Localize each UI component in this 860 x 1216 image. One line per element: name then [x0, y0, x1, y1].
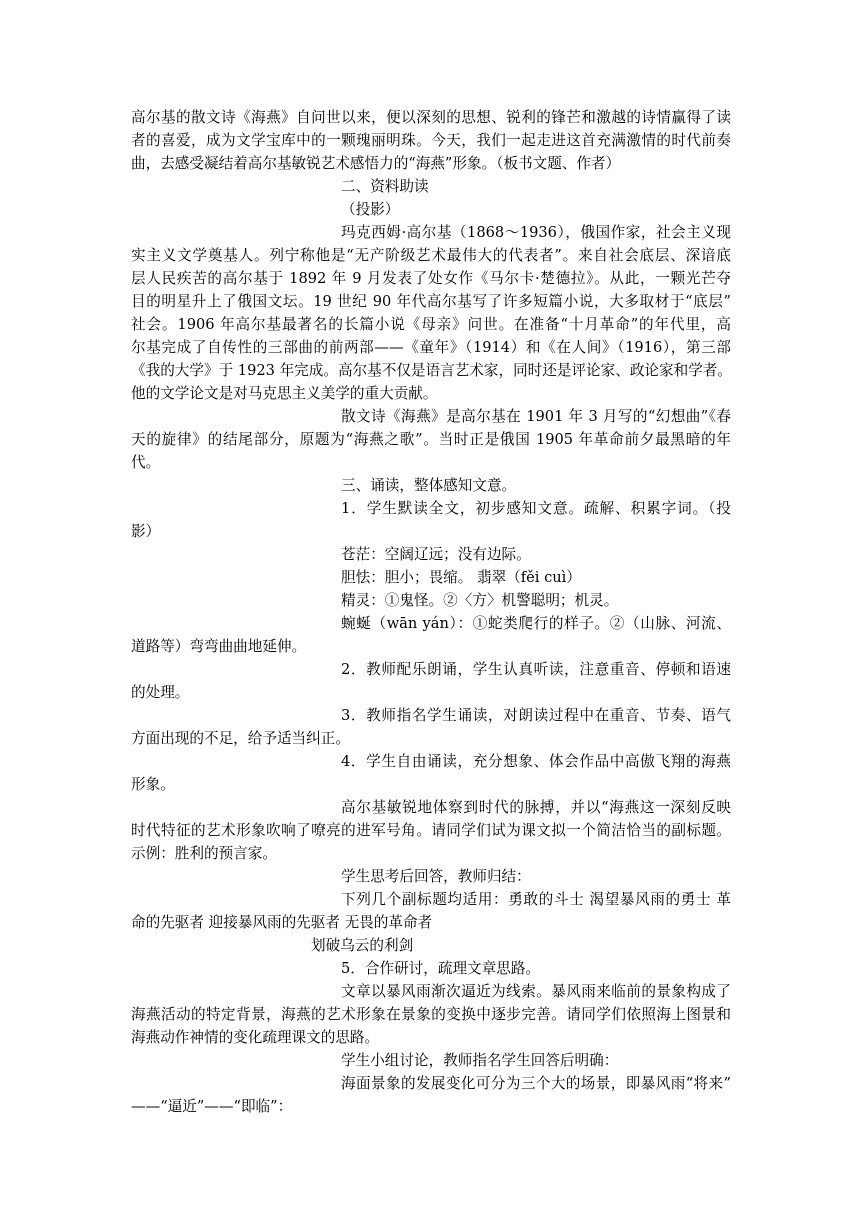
text-line: 社会。1906 年高尔基最著名的长篇小说《母亲》问世。在准备“十月革命”的年代里，高	[131, 316, 731, 333]
section-heading: 二、资料助读	[341, 178, 429, 195]
text-line: 的处理。	[131, 684, 190, 701]
text-line: 他的文学论文是对马克思主义美学的重大贡献。	[131, 385, 438, 402]
text-line: 文章以暴风雨渐次逼近为线索。暴风雨来临前的景象构成了	[341, 983, 731, 1000]
text-line: 道路等）弯弯曲曲地延伸。	[131, 638, 307, 655]
vocab-line: 蜿蜒（wān yán）：①蛇类爬行的样子。②（山脉、河流、	[341, 615, 731, 632]
text-line: 命的先驱者 迎接暴风雨的先驱者 无畏的革命者	[131, 914, 433, 931]
vocab-line: 苍茫：空阔辽远；没有边际。	[341, 546, 531, 563]
text-line: 实主义文学奠基人。列宁称他是“无产阶级艺术最伟大的代表者”。来自社会底层、深谙底	[131, 247, 731, 264]
text-line: 下列几个副标题均适用：勇敢的斗士 渴望暴风雨的勇士 革	[341, 891, 731, 908]
text-line: 示例：胜利的预言家。	[131, 845, 277, 862]
text-line: 天的旋律》的结尾部分，原题为“海燕之歌”。当时正是俄国 1905 年革命前夕最黑暗的年	[131, 431, 731, 448]
text-line: 学生思考后回答，教师归结：	[341, 868, 531, 885]
text-line: 代。	[131, 454, 161, 471]
section-heading: 三、诵读，整体感知文意。	[341, 477, 517, 494]
text-line: 散文诗《海燕》是高尔基在 1901 年 3 月写的“幻想曲”《春	[341, 408, 731, 425]
text-line: 5．合作研讨，疏理文章思路。	[341, 960, 541, 977]
text-line: 影）	[131, 523, 161, 540]
text-line: 海面景象的发展变化可分为三个大的场景，即暴风雨“将来”	[341, 1075, 731, 1092]
vocab-line: 胆怯：胆小；畏缩。 翡翠（fěi cuì）	[341, 569, 581, 586]
text-line: 海燕动作神情的变化疏理课文的思路。	[131, 1029, 380, 1046]
text-line: 方面出现的不足，给予适当纠正。	[131, 730, 350, 747]
vocab-line: 精灵：①鬼怪。②〈方〉机警聪明；机灵。	[341, 592, 619, 609]
text-line: 层人民疾苦的高尔基于 1892 年 9 月发表了处女作《马尔卡·楚德拉》。从此，一颗光芒夺	[131, 270, 731, 287]
text-line: 学生小组讨论，教师指名学生回答后明确：	[341, 1052, 619, 1069]
text-line: 划破乌云的利剑	[311, 937, 414, 954]
text-line: 3．教师指名学生诵读，对朗读过程中在重音、节奏、语气	[341, 707, 731, 724]
text-line: 者的喜爱，成为文学宝库中的一颗瑰丽明珠。今天，我们一起走进这首充满激情的时代前奏	[131, 132, 731, 149]
text-line: （投影）	[341, 201, 400, 218]
text-line: 2．教师配乐朗诵，学生认真听读，注意重音、停顿和语速	[341, 661, 731, 678]
text-line: 曲，去感受凝结着高尔基敏锐艺术感悟力的“海燕”形象。（板书文题、作者）	[131, 155, 621, 172]
text-line: 4．学生自由诵读，充分想象、体会作品中高傲飞翔的海燕	[341, 753, 731, 770]
text-line: 高尔基敏锐地体察到时代的脉搏，并以“海燕这一深刻反映	[341, 799, 731, 816]
text-line: 尔基完成了自传性的三部曲的前两部——《童年》（1914）和《在人间》（1916），第三部	[131, 339, 731, 356]
text-line: 目的明星升上了俄国文坛。19 世纪 90 年代高尔基写了许多短篇小说，大多取材于“底层”	[131, 293, 731, 310]
text-line: ——“逼近”——“即临”：	[131, 1098, 293, 1115]
lesson-text	[131, 106, 731, 1118]
text-line: 海燕活动的特定背景，海燕的艺术形象在景象的变换中逐步完善。请同学们依照海上图景和	[131, 1006, 731, 1023]
text-line: 高尔基的散文诗《海燕》自问世以来，便以深刻的思想、锐利的锋芒和激越的诗情赢得了读	[131, 109, 731, 126]
text-line: 形象。	[131, 776, 175, 793]
text-line: 1．学生默读全文，初步感知文意。疏解、积累字词。（投	[341, 500, 731, 517]
text-line: 玛克西姆·高尔基（1868～1936），俄国作家，社会主义现	[341, 224, 731, 241]
text-line: 《我的大学》于 1923 年完成。高尔基不仅是语言艺术家，同时还是评论家、政论家和学者。	[131, 362, 732, 379]
text-line: 时代特征的艺术形象吹响了嘹亮的进军号角。请同学们试为课文拟一个简洁恰当的副标题。	[131, 822, 731, 839]
